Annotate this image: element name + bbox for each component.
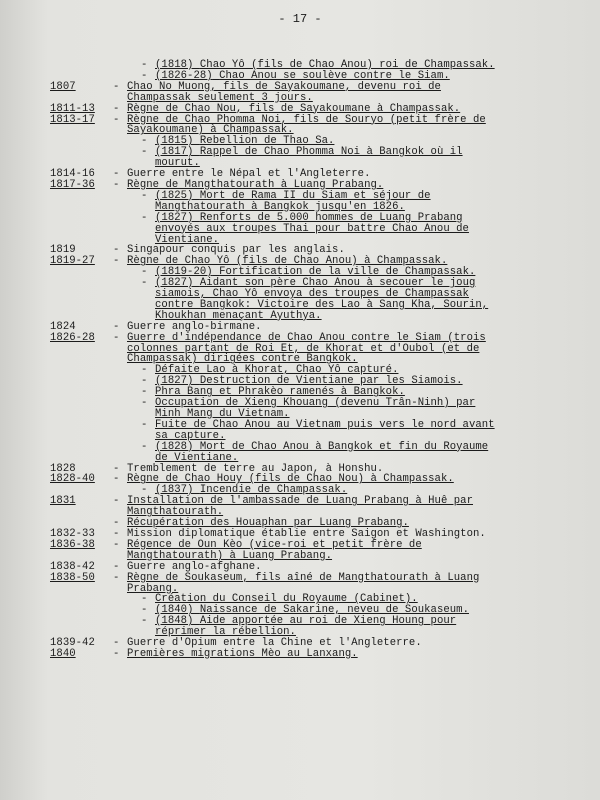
dash-bullet: - bbox=[113, 647, 120, 660]
entry-text bbox=[155, 442, 513, 464]
dash-bullet: - bbox=[141, 386, 148, 399]
dash-bullet: - bbox=[141, 440, 148, 453]
entry-text-content: Mort de Chao Anou à Bangkok et fin du Royaume de Vientiane. bbox=[155, 440, 489, 464]
entry-text-content: Guerre d'indépendance de Chao Anou contre le Siam (trois colonnes partant de Roi Et, de Khorat et d'Oubol (et de Champassak) dirigées contre Bangkok. bbox=[127, 331, 486, 366]
entry-date: 1831 bbox=[50, 495, 76, 508]
entry-body bbox=[113, 649, 513, 660]
entry-text-content: Guerre d'Opium entre la Chine et l'Angleterre. bbox=[127, 637, 422, 650]
dash-bullet: - bbox=[113, 80, 120, 93]
entry-text-content: Aide apportée au roi de Xieng Houng pour réprimer la rébellion. bbox=[155, 615, 457, 639]
chronology-entry bbox=[0, 333, 600, 366]
entry-body bbox=[141, 616, 513, 638]
entry-text-content: Mort de Rama II du Siam et séjour de Mangthatourath à Bangkok jusqu'en 1826. bbox=[155, 189, 431, 213]
entry-text-content: Règne de Chao Nou, fils de Sayakoumane à Champassak. bbox=[127, 102, 461, 115]
entry-text bbox=[155, 420, 513, 442]
entry-year: (1840) bbox=[155, 604, 194, 617]
entry-body bbox=[113, 333, 513, 366]
entry-body bbox=[141, 420, 513, 442]
entry-text-content: Guerre anglo-afghane. bbox=[127, 560, 262, 573]
entry-text bbox=[127, 82, 513, 104]
entry-date: 1819-27 bbox=[50, 255, 95, 268]
dash-bullet: - bbox=[113, 495, 120, 508]
entry-text-content: Règne de Mangthatourath à Luang Prabang. bbox=[127, 178, 384, 191]
dash-bullet: - bbox=[113, 637, 120, 650]
dash-bullet: - bbox=[141, 59, 148, 71]
entry-date: 1838-50 bbox=[50, 571, 95, 584]
entry-text-content: Rappel de Chao Phomma Noi à Bangkok où il mourut. bbox=[155, 146, 463, 170]
dash-bullet: - bbox=[113, 255, 120, 268]
entry-text-content: Mission diplomatique établie entre Saigon et Washington. bbox=[127, 527, 486, 540]
entry-year: (1837) bbox=[155, 484, 194, 497]
dash-bullet: - bbox=[113, 168, 120, 181]
dash-bullet: - bbox=[113, 320, 120, 333]
dash-bullet: - bbox=[141, 266, 148, 279]
entry-date: 1840 bbox=[50, 647, 76, 660]
entry-text-content: Création du Conseil du Royaume (Cabinet). bbox=[155, 593, 418, 606]
entry-body bbox=[141, 278, 513, 322]
dash-bullet: - bbox=[113, 462, 120, 475]
dash-bullet: - bbox=[113, 113, 120, 126]
entry-text-content: Occupation de Xieng Khouang (devenu Trân-Ninh) par Minh Mang du Vietnam. bbox=[155, 397, 476, 420]
entry-date: 1807 bbox=[50, 80, 76, 93]
entry-text bbox=[127, 540, 513, 562]
entry-text-content: Règne de Chao Houy (fils de Chao Nou) à Champassak. bbox=[127, 473, 454, 486]
entry-text bbox=[127, 496, 513, 518]
entry-year: (1818) bbox=[155, 59, 194, 71]
chronology-entry bbox=[0, 191, 600, 213]
entry-text-content: Régence de Oun Kèo (vice-roi et petit frère de Mangthatourath) à Luang Prabang. bbox=[127, 538, 422, 562]
chronology-entry bbox=[0, 420, 600, 442]
entry-text bbox=[155, 278, 513, 322]
dash-bullet: - bbox=[141, 604, 148, 617]
entry-text-content: Règne de Chao Phomma Noi, fils de Souryo (petit frère de Sayakoumane) à Champassak. bbox=[127, 113, 486, 137]
entry-text-content: Aidant son père Chao Anou à secouer le joug siamois, Chao Yô envoya des troupes de Champassak contre Bangkok: Victoire des Lao à Sang Kha, Sourin, Khoukhan menaçant Ayuthya. bbox=[155, 277, 489, 322]
entry-year: (1826-28) bbox=[155, 69, 213, 82]
chronology-entry bbox=[0, 213, 600, 246]
chronology-entry bbox=[0, 278, 600, 322]
chronology-entry bbox=[0, 115, 600, 137]
entry-text-content: Chao Anou se soulève contre le Siam. bbox=[219, 69, 450, 82]
entry-date: 1819 bbox=[50, 244, 76, 257]
dash-bullet: - bbox=[113, 102, 120, 115]
dash-bullet: - bbox=[113, 473, 120, 486]
entry-text-content: Chao Yô (fils de Chao Anou) roi de Champassak. bbox=[199, 59, 495, 71]
entry-year: (1827) bbox=[155, 375, 194, 388]
dash-bullet: - bbox=[141, 615, 148, 628]
entry-date: 1836-38 bbox=[50, 538, 95, 551]
entry-text bbox=[127, 333, 513, 366]
chronology-entry bbox=[0, 147, 600, 169]
entry-year: (1825) bbox=[155, 189, 194, 202]
entry-text-content: Premières migrations Mèo au Lanxang. bbox=[127, 647, 358, 660]
entry-text-content: Guerre anglo-birmane. bbox=[127, 320, 262, 333]
entry-body bbox=[113, 540, 513, 562]
entry-text-content: Défaite Lao à Khorat, Chao Yô capturé. bbox=[155, 364, 399, 377]
entry-date: 1828-40 bbox=[50, 473, 95, 486]
entry-year: (1817) bbox=[155, 146, 194, 159]
entry-text bbox=[155, 213, 513, 246]
entry-date: 1828 bbox=[50, 462, 76, 475]
dash-bullet: - bbox=[141, 69, 148, 82]
entry-text-content: Destruction de Vientiane par les Siamois. bbox=[199, 375, 463, 388]
chronology-entry bbox=[0, 442, 600, 464]
entry-date: 1838-42 bbox=[50, 560, 95, 573]
entry-body bbox=[113, 115, 513, 137]
entry-year: (1827) bbox=[155, 277, 194, 290]
entry-text-content: Guerre entre le Népal et l'Angleterre. bbox=[127, 168, 371, 181]
entry-text bbox=[127, 115, 513, 137]
dash-bullet: - bbox=[113, 331, 120, 344]
chronology-entry bbox=[0, 649, 600, 660]
entry-body bbox=[113, 82, 513, 104]
dash-bullet: - bbox=[113, 560, 120, 573]
dash-bullet: - bbox=[113, 571, 120, 584]
entry-date: 1814-16 bbox=[50, 168, 95, 181]
dash-bullet: - bbox=[141, 146, 148, 159]
entry-text-content: Renforts de 5.000 hommes de Luang Prabang envoyés aux troupes Thai pour battre Chao Anou de Vientiane. bbox=[155, 211, 469, 246]
dash-bullet: - bbox=[141, 277, 148, 290]
entry-text-content: Tremblement de terre au Japon, à Honshu. bbox=[127, 462, 384, 475]
entry-text-content: Règne de Soukaseum, fils aîné de Mangthatourath à Luang Prabang. bbox=[127, 571, 480, 595]
entry-date: 1839-42 bbox=[50, 637, 95, 650]
entry-text-content: Naissance de Sakarine, neveu de Soukaseum. bbox=[199, 604, 469, 617]
entry-year: (1827) bbox=[155, 211, 194, 224]
entry-date: 1824 bbox=[50, 320, 76, 333]
chronology-entry bbox=[0, 496, 600, 518]
entry-text-content: Singapour conquis par les anglais. bbox=[127, 244, 345, 257]
dash-bullet: - bbox=[141, 189, 148, 202]
chronology-list bbox=[0, 60, 600, 660]
entry-date: 1817-36 bbox=[50, 178, 95, 191]
entry-text-content: Installation de l'ambassade de Luang Prabang à Huê par Mangthatourath. bbox=[127, 495, 473, 519]
dash-bullet: - bbox=[113, 538, 120, 551]
chronology-entry bbox=[0, 398, 600, 420]
entry-text-content: Fuite de Chao Anou au Vietnam puis vers le nord avant sa capture. bbox=[155, 418, 495, 442]
entry-text bbox=[155, 616, 513, 638]
entry-year: (1848) bbox=[155, 615, 194, 628]
entry-text bbox=[155, 147, 513, 169]
entry-year: (1815) bbox=[155, 135, 194, 148]
dash-bullet: - bbox=[113, 178, 120, 191]
dash-bullet: - bbox=[141, 593, 148, 606]
dash-bullet: - bbox=[141, 135, 148, 148]
entry-text-content: Règne de Chao Yô (fils de Chao Anou) à Champassak. bbox=[127, 255, 448, 268]
chronology-entry bbox=[0, 540, 600, 562]
dash-bullet: - bbox=[113, 517, 120, 530]
entry-body bbox=[113, 496, 513, 518]
entry-date: 1811-13 bbox=[50, 102, 95, 115]
entry-body bbox=[141, 191, 513, 213]
entry-text-content: Récupération des Houaphan par Luang Prabang. bbox=[127, 517, 409, 530]
dash-bullet: - bbox=[141, 418, 148, 431]
entry-body bbox=[141, 147, 513, 169]
dash-bullet: - bbox=[141, 364, 148, 377]
entry-text-content: Chao No Muong, fils de Sayakoumane, devenu roi de Champassak seulement 3 jours. bbox=[127, 80, 441, 104]
chronology-entry bbox=[0, 573, 600, 595]
entry-year: (1828) bbox=[155, 440, 194, 453]
dash-bullet: - bbox=[113, 527, 120, 540]
entry-body bbox=[141, 213, 513, 246]
dash-bullet: - bbox=[141, 484, 148, 497]
entry-body bbox=[141, 442, 513, 464]
entry-date: 1826-28 bbox=[50, 331, 95, 344]
entry-text-content: Rebellion de Thao Sa. bbox=[199, 135, 335, 148]
entry-body bbox=[141, 398, 513, 420]
entry-body bbox=[113, 573, 513, 595]
entry-text bbox=[127, 573, 513, 595]
chronology-entry bbox=[0, 82, 600, 104]
entry-text bbox=[155, 191, 513, 213]
entry-year: (1819-20) bbox=[155, 266, 213, 279]
dash-bullet: - bbox=[113, 244, 120, 257]
entry-date: 1832-33 bbox=[50, 527, 95, 540]
entry-text-content: Phra Bang et Phrakèo ramenés à Bangkok. bbox=[155, 386, 405, 399]
dash-bullet: - bbox=[141, 397, 148, 410]
entry-text-content: Fortification de la ville de Champassak. bbox=[219, 266, 476, 279]
entry-text-content: Incendie de Champassak. bbox=[199, 484, 348, 497]
entry-text bbox=[127, 649, 513, 660]
page-number: - 17 - bbox=[278, 12, 322, 26]
dash-bullet: - bbox=[141, 211, 148, 224]
entry-text bbox=[155, 398, 513, 420]
chronology-entry bbox=[0, 616, 600, 638]
entry-date: 1813-17 bbox=[50, 113, 95, 126]
dash-bullet: - bbox=[141, 375, 148, 388]
